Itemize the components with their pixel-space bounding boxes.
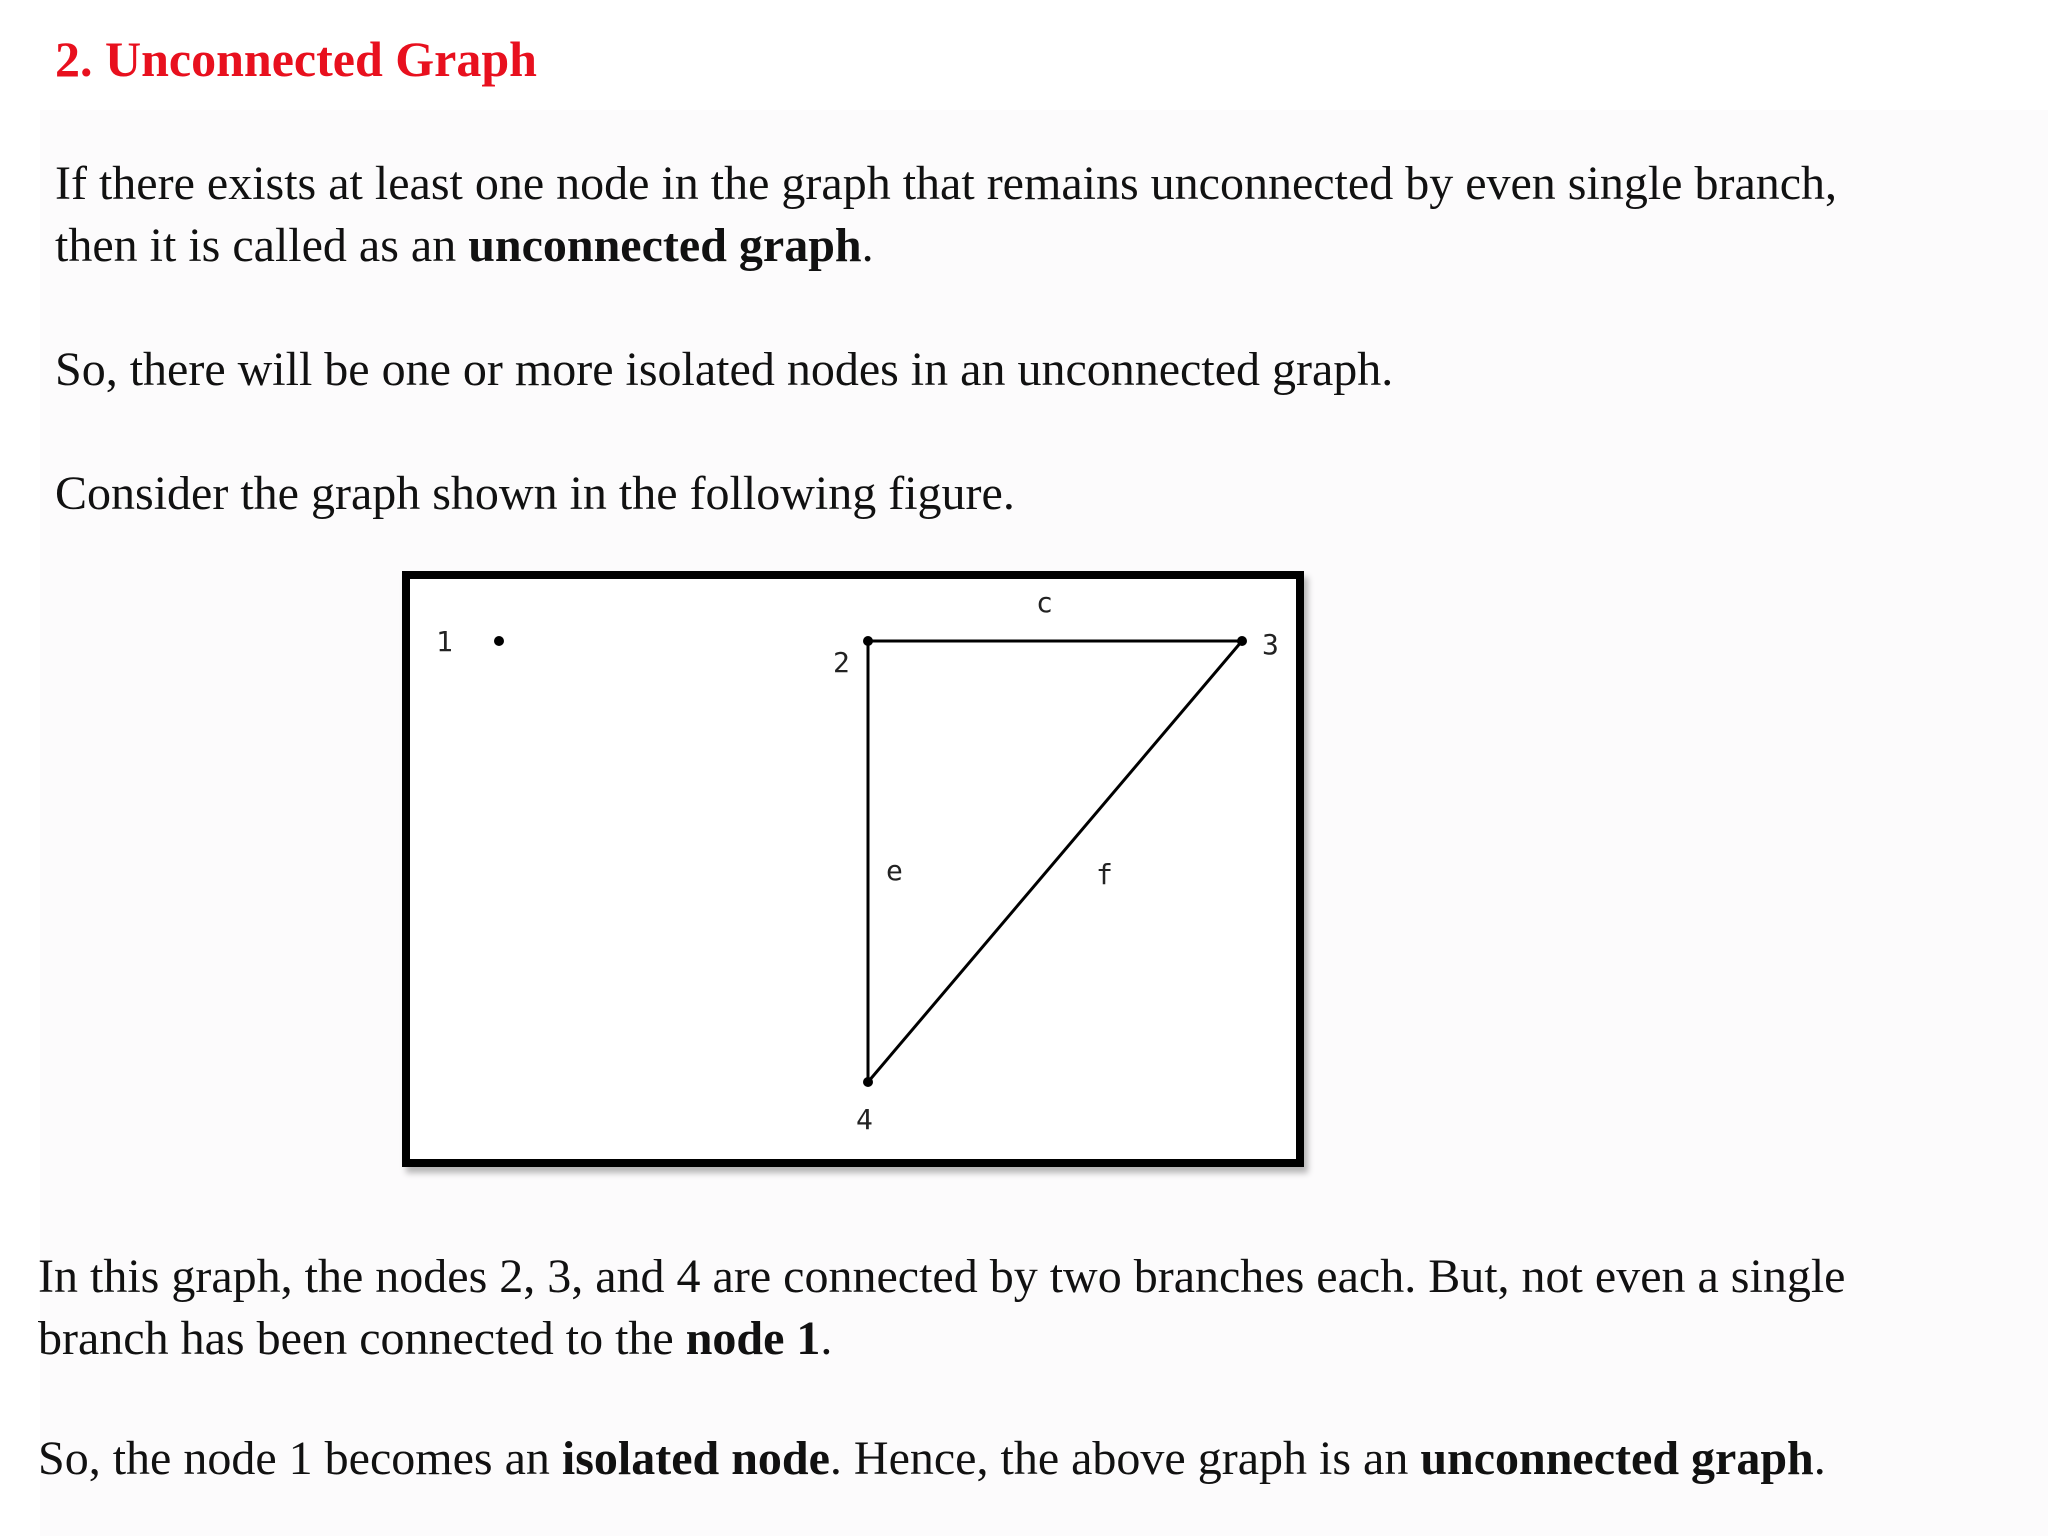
conclusion-start: So, the node 1 becomes an <box>38 1432 562 1485</box>
node-3-dot <box>1237 636 1247 646</box>
edge-e-label: e <box>886 854 903 887</box>
edge-c-label: c <box>1036 586 1053 619</box>
definition-line-1: If there exists at least one node in the graph that remains unconnected by even single branch, <box>55 157 1838 210</box>
node-2-label: 2 <box>833 646 850 679</box>
definition-paragraph <box>55 153 1837 277</box>
conclusion-end: . <box>1813 1432 1826 1485</box>
explanation-term: node 1 <box>685 1312 821 1365</box>
node-4-dot <box>863 1077 873 1087</box>
explanation-line-1: In this graph, the nodes 2, 3, and 4 are connected by two branches each. But, not even a single <box>38 1250 1846 1303</box>
node-4-label: 4 <box>856 1103 873 1136</box>
node-1-dot <box>494 636 504 646</box>
explanation-line-2-start: branch has been connected to the <box>38 1312 686 1365</box>
conclusion-term-2: unconnected graph <box>1420 1432 1814 1485</box>
node-3-label: 3 <box>1262 628 1279 661</box>
node-1-label: 1 <box>436 625 453 658</box>
section-heading: 2. Unconnected Graph <box>55 31 537 87</box>
conclusion-term-1: isolated node <box>561 1432 830 1485</box>
node-2-dot <box>863 636 873 646</box>
conclusion-middle: . Hence, the above graph is an <box>829 1432 1421 1485</box>
definition-line-2-end: . <box>861 219 874 272</box>
isolated-nodes-paragraph: So, there will be one or more isolated nodes in an unconnected graph. <box>55 343 1394 396</box>
edge-f-label: f <box>1096 858 1113 891</box>
edge-f <box>868 641 1242 1082</box>
figure-intro-paragraph: Consider the graph shown in the following figure. <box>55 467 1015 520</box>
graph-figure <box>402 571 1304 1167</box>
definition-term: unconnected graph <box>468 219 862 272</box>
explanation-paragraph <box>38 1246 1845 1370</box>
definition-line-2-start: then it is called as an <box>55 219 469 272</box>
explanation-line-2-end: . <box>820 1312 833 1365</box>
graph-diagram <box>410 579 1296 1159</box>
conclusion-paragraph <box>38 1428 1826 1490</box>
